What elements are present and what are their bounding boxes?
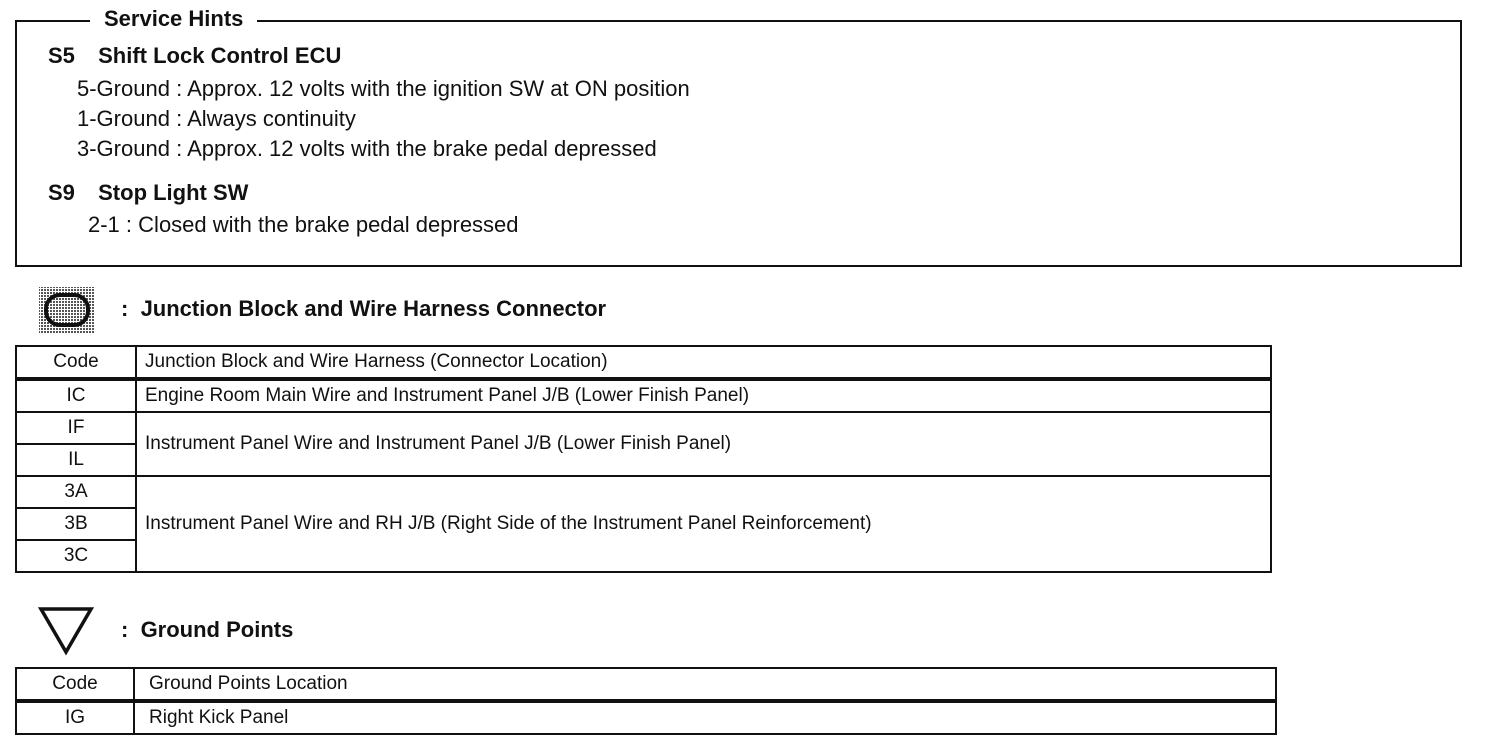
ground-table — [15, 667, 1277, 735]
location-cell: Right Kick Panel — [134, 701, 1276, 734]
junction-table — [15, 345, 1272, 573]
terminal-description: Approx. 12 volts with the ignition SW at ON position — [187, 76, 690, 101]
hint-line: 1-Ground : Always continuity — [77, 106, 356, 131]
section-heading-s9 — [48, 180, 248, 206]
code-cell: IG — [16, 701, 134, 734]
terminal-description: Always continuity — [187, 106, 356, 131]
table-row — [16, 701, 1276, 734]
header-code: Code — [16, 346, 136, 379]
hint-line: 3-Ground : Approx. 12 volts with the brake pedal depressed — [77, 136, 657, 161]
code-cell: 3B — [16, 508, 136, 540]
terminal-label: 1-Ground — [77, 106, 170, 131]
connector-oval-icon — [38, 286, 96, 334]
terminal-description: Closed with the brake pedal depressed — [138, 212, 519, 237]
code-cell: IL — [16, 444, 136, 476]
terminal-label: 3-Ground — [77, 136, 170, 161]
header-code: Code — [16, 668, 134, 701]
table-row — [16, 379, 1271, 412]
code-cell: 3A — [16, 476, 136, 508]
hint-line: 5-Ground : Approx. 12 volts with the ignition SW at ON position — [77, 76, 690, 101]
table-row — [16, 476, 1271, 508]
header-location: Ground Points Location — [134, 668, 1276, 701]
ground-legend-title: : Ground Points — [121, 617, 294, 642]
table-header-row — [16, 668, 1276, 701]
terminal-label: 5-Ground — [77, 76, 170, 101]
section-name: Shift Lock Control ECU — [98, 43, 342, 68]
code-cell: IC — [16, 379, 136, 412]
header-location: Junction Block and Wire Harness (Connector Location) — [136, 346, 1271, 379]
section-heading-s5 — [48, 43, 341, 69]
junction-legend-title: : Junction Block and Wire Harness Connector — [121, 296, 607, 321]
terminal-label: 2-1 — [88, 212, 120, 237]
section-name: Stop Light SW — [98, 180, 249, 205]
hint-line: 2-1 : Closed with the brake pedal depressed — [88, 212, 519, 237]
table-row — [16, 412, 1271, 444]
section-code: S5 — [48, 43, 75, 68]
location-cell: Engine Room Main Wire and Instrument Panel J/B (Lower Finish Panel) — [136, 379, 1271, 412]
table-header-row — [16, 346, 1271, 379]
code-cell: 3C — [16, 540, 136, 572]
location-cell: Instrument Panel Wire and RH J/B (Right Side of the Instrument Panel Reinforcement) — [136, 476, 1271, 572]
terminal-description: Approx. 12 volts with the brake pedal depressed — [187, 136, 657, 161]
location-cell: Instrument Panel Wire and Instrument Panel J/B (Lower Finish Panel) — [136, 412, 1271, 476]
code-cell: IF — [16, 412, 136, 444]
section-code: S9 — [48, 180, 75, 205]
ground-triangle-icon — [38, 606, 94, 656]
service-hints-title: Service Hints — [90, 6, 257, 32]
